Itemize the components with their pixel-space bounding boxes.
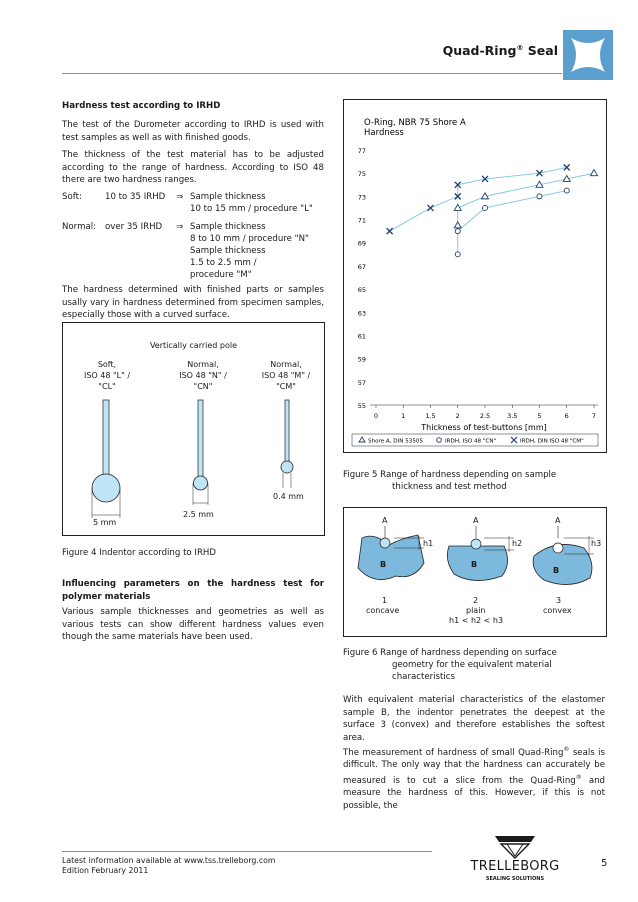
soft-desc-2: 10 to 15 mm / procedure "L" [190,204,313,214]
surface-num-3: 3 [556,596,562,605]
brand-name: TRELLEBORG [470,859,560,874]
label-h3: h3 [591,539,602,548]
indentor-normal-m-ball [281,461,293,473]
y-tick-label: 67 [357,262,366,271]
data-point-irhd-cn [455,252,460,257]
height-relation: h1 < h2 < h3 [449,616,504,625]
indentor-normal-m-pole [285,400,289,466]
heading-irhd: Hardness test according to IRHD [62,101,221,111]
footer-website: Latest information available at www.tss.trelleborg.com [62,856,276,865]
heading-influencing: Influencing parameters on the hardness test for polymer materials [62,579,324,602]
y-tick-label: 55 [357,402,366,410]
figure-5-caption-2: thickness and test method [392,482,507,492]
y-tick-label: 57 [357,378,366,387]
hardness-chart [344,100,606,452]
normal-range: over 35 IRHD [105,222,163,232]
legend-label: IRDH, DIN ISO 48 "CM" [520,438,584,445]
paragraph-intro: The test of the Durometer according to IRHD is used with test samples as well as with finished goods. [62,120,324,143]
quad-ring-logo [563,30,613,80]
indentor-normal-n-ball [194,476,208,490]
indentor-normal-n-pole [198,400,203,482]
paragraph-variation: The hardness determined with finished parts or samples usally vary in hardness determined from specimen samples, especially those with a curved surface. [62,285,324,320]
paragraph-small-seals: The measurement of hardness of small Quad-Ring® seals is difficult. The only way that the hardness can accurately be measured is to cut a slice from the Quad-Ring® and measure the hardness of this. However, if this is not possible, the [343,746,606,811]
sample-b-2: B [471,560,478,569]
header-rule [62,73,562,74]
dim-normal-n: 2.5 mm [183,510,214,519]
surface-num-1: 1 [382,596,388,605]
indentor-a-3: A [555,516,561,525]
data-point-irhd-cm [428,205,434,211]
y-tick-label: 61 [357,332,366,341]
paragraph-various: Various sample thicknesses and geometries as well as various tests can show different hardness values even though the same materials have been used. [62,607,324,642]
legend-label: Shore A, DIN 53505 [368,438,424,445]
indentor-a-1: A [382,516,388,525]
footer-text [62,856,275,876]
indentor-normal-n-label: Normal, ISO 48 "N" / "CN" [179,360,227,391]
label-h2: h2 [512,539,523,548]
y-tick-label: 69 [357,239,366,248]
normal-desc-1: Sample thickness [190,222,266,232]
y-tick-label: 71 [357,216,366,225]
figure-6-caption-1: Figure 6 Range of hardness depending on surface [343,648,557,658]
dim-normal-m: 0.4 mm [273,492,304,501]
paragraph-thickness: The thickness of the test material has to be adjusted according to the range of hardness. According to ISO 48 there are two hardness ranges. [62,150,324,185]
data-point-shore-a [454,222,461,228]
indentor-a-2: A [473,516,479,525]
y-tick-label: 75 [357,170,366,179]
page-header-title: Quad-Ring® Seal [442,43,558,58]
data-point-irhd-cn [483,205,488,210]
y-tick-label: 73 [357,193,366,202]
soft-label: Soft: [62,192,82,202]
data-point-irhd-cn [564,188,569,193]
figure-4-title: Vertically carried pole [149,341,238,350]
data-point-shore-a [454,204,461,210]
x-tick-label: 3.5 [507,412,518,420]
surface-convex: convex [543,606,572,615]
y-tick-label: 63 [357,309,366,318]
indentor-normal-m-label: Normal, ISO 48 "M" / "CM" [261,360,311,391]
chart-title: O-Ring, NBR 75 Shore A [364,118,466,128]
data-point-irhd-cn [455,229,460,234]
brand-sub: SEALING SOLUTIONS [485,876,545,882]
x-tick-label: 6 [564,412,569,420]
sample-b-1: B [380,560,387,569]
normal-desc-2: 8 to 10 mm / procedure "N" [190,234,309,244]
x-tick-label: 1 [401,412,406,420]
normal-desc-5: procedure "M" [190,270,252,280]
trelleborg-logo [465,832,565,888]
figure-6-caption-3: characteristics [392,672,455,682]
dim-soft: 5 mm [93,518,117,527]
x-tick-label: 7 [591,412,597,420]
data-point-shore-a [591,170,598,176]
surface-plain: plain [466,606,486,615]
arrow-icon: ⇒ [176,192,184,202]
normal-desc-4: 1.5 to 2.5 mm / [190,258,257,268]
footer-edition: Edition February 2011 [62,866,149,875]
x-tick-label: 5 [537,412,542,420]
data-point-irhd-cn [537,194,542,199]
x-tick-label: 2 [455,412,460,420]
normal-label: Normal: [62,222,96,232]
figure-5-chart [343,99,607,453]
x-axis-label: Thickness of test-buttons [mm] [421,423,547,432]
soft-range: 10 to 35 IRHD [105,192,166,202]
figure-4-indentor [62,322,325,536]
normal-desc-3: Sample thickness [190,246,266,256]
y-tick-label: 77 [357,147,366,155]
legend-marker-circle [437,438,442,443]
figure-4-caption: Figure 4 Indentor according to IRHD [62,548,217,558]
footer-rule [62,851,432,852]
data-point-irhd-cm [387,228,393,234]
y-tick-label: 59 [357,355,366,364]
legend-label: IRDH, ISO 48 "CN" [445,438,497,445]
soft-desc: Sample thickness [190,192,266,202]
figure-6-surfaces [343,507,607,637]
label-h1: h1 [423,539,434,548]
page-number: 5 [601,858,608,869]
surface-num-2: 2 [473,596,479,605]
x-tick-label: 2.5 [479,412,491,420]
indentor-soft-ball [92,474,120,502]
paragraph-equivalent: With equivalent material characteristics of the elastomer sample B, the indentor penetrates the deepest at the surface 3 (convex) and therefore establishes the softest area. [343,695,605,743]
arrow-icon: ⇒ [176,222,184,232]
y-tick-label: 65 [357,286,366,295]
trend-curve-1 [458,191,567,255]
chart-title: Hardness [364,128,404,138]
sample-b-3: B [553,566,560,575]
figure-5-caption-1: Figure 5 Range of hardness depending on sample [343,470,557,480]
figure-6-caption-2: geometry for the equivalent material [392,660,552,670]
x-tick-label: 0 [373,412,379,420]
surface-concave: concave [366,606,400,615]
indentor-soft-label: Soft, ISO 48 "L" / "CL" [83,360,131,391]
x-tick-label: 1.5 [425,412,436,420]
